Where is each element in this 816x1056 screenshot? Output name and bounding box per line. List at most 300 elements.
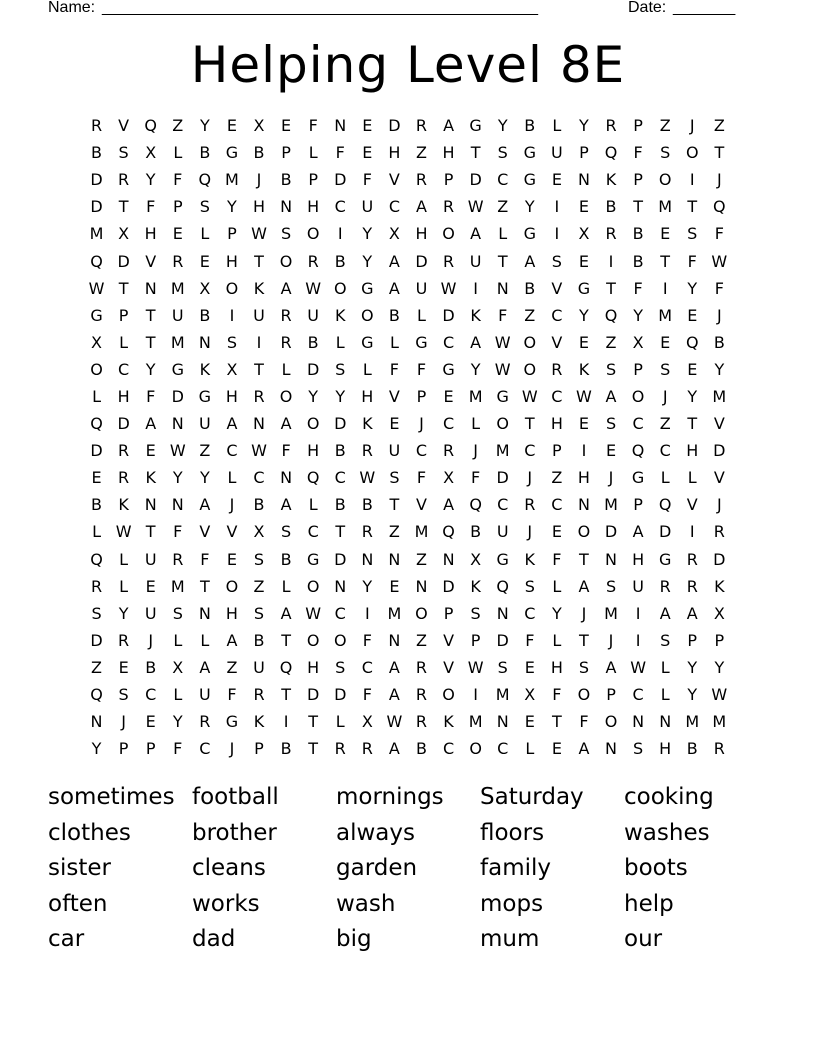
grid-letter: T <box>308 712 319 732</box>
grid-letter: K <box>578 359 590 379</box>
grid-letter: B <box>361 495 373 515</box>
grid-letter: C <box>388 197 400 217</box>
grid-letter: Z <box>172 116 184 136</box>
grid-letter: O <box>306 576 320 596</box>
grid-letter: L <box>119 332 129 352</box>
grid-letter: C <box>334 603 346 623</box>
grid-letter: Y <box>362 224 373 244</box>
grid-letter: O <box>442 224 455 244</box>
grid-letter: P <box>714 630 725 650</box>
grid-letter: H <box>550 657 563 677</box>
grid-letter: A <box>280 278 292 298</box>
grid-letter: Q <box>442 522 455 542</box>
grid-letter: P <box>687 630 698 650</box>
grid-letter: C <box>334 468 346 488</box>
header <box>48 0 748 18</box>
grid-letter: B <box>334 441 346 461</box>
grid-letter: J <box>527 522 533 542</box>
grid-letter: N <box>605 549 617 569</box>
grid-letter: S <box>335 657 346 677</box>
grid-letter: O <box>442 685 455 705</box>
grid-letter: R <box>686 576 698 596</box>
word-list-item: wash <box>336 890 396 917</box>
grid-letter: J <box>419 414 424 434</box>
grid-letter: A <box>605 657 617 677</box>
grid-letter: S <box>281 224 292 244</box>
grid-letter: O <box>631 386 645 406</box>
grid-letter: G <box>469 116 482 136</box>
grid-row <box>83 410 733 437</box>
grid-letter: E <box>687 305 698 325</box>
grid-letter: W <box>711 685 728 705</box>
grid-letter: P <box>579 143 589 163</box>
grid-letter: B <box>307 332 319 352</box>
grid-letter: N <box>198 332 211 352</box>
grid-letter: F <box>471 468 481 488</box>
grid-letter: M <box>604 603 618 623</box>
grid-letter: N <box>361 549 374 569</box>
grid-letter: A <box>388 278 400 298</box>
grid-letter: B <box>388 305 400 325</box>
grid-letter: L <box>173 685 183 705</box>
grid-letter: Y <box>308 386 319 406</box>
grid-letter: L <box>200 630 210 650</box>
grid-letter: N <box>144 278 157 298</box>
grid-letter: J <box>256 170 262 190</box>
grid-letter: H <box>632 549 645 569</box>
grid-letter: G <box>225 143 239 163</box>
grid-row <box>83 437 733 464</box>
grid-letter: N <box>388 549 401 569</box>
grid-letter: A <box>659 603 671 623</box>
grid-letter: H <box>307 657 320 677</box>
grid-letter: G <box>496 386 509 406</box>
grid-letter: F <box>525 630 535 650</box>
grid-letter: K <box>362 414 373 434</box>
grid-letter: B <box>91 143 103 163</box>
grid-letter: M <box>414 522 429 542</box>
grid-row <box>83 166 733 193</box>
grid-letter: Q <box>604 305 618 325</box>
grid-letter: J <box>716 495 722 515</box>
grid-letter: F <box>200 549 210 569</box>
word-list-item: cleans <box>192 855 266 881</box>
grid-letter: H <box>225 603 238 623</box>
grid-letter: O <box>577 522 591 542</box>
grid-letter: S <box>660 359 671 379</box>
grid-letter: W <box>521 386 538 406</box>
grid-letter: Y <box>687 685 698 705</box>
grid-letter: I <box>554 197 560 217</box>
grid-letter: M <box>712 386 727 406</box>
grid-letter: X <box>172 657 184 677</box>
grid-letter: D <box>307 685 320 705</box>
word-list-item: works <box>192 890 260 917</box>
grid-letter: R <box>334 739 346 759</box>
word-list-item: sister <box>48 855 111 881</box>
grid-letter: L <box>389 332 399 352</box>
grid-letter: M <box>685 712 700 732</box>
grid-letter: D <box>90 197 103 217</box>
grid-letter: G <box>198 386 212 406</box>
date-label: Date: <box>628 0 667 16</box>
grid-letter: S <box>226 332 237 352</box>
grid-letter: N <box>280 197 293 217</box>
grid-letter: P <box>633 170 643 190</box>
grid-letter: S <box>633 739 644 759</box>
word-list-item: washes <box>624 819 710 846</box>
grid-letter: U <box>198 685 211 705</box>
grid-letter: C <box>632 414 644 434</box>
grid-letter: V <box>686 495 698 515</box>
grid-letter: A <box>632 522 644 542</box>
grid-letter: A <box>416 197 427 217</box>
grid-letter: C <box>415 441 428 461</box>
grid-letter: E <box>145 576 156 596</box>
grid-letter: A <box>145 414 157 434</box>
grid-letter: E <box>199 251 210 271</box>
word-list-item: dad <box>192 926 236 952</box>
grid-letter: A <box>199 657 211 677</box>
grid-letter: D <box>713 441 726 461</box>
grid-letter: F <box>173 739 183 759</box>
grid-letter: A <box>388 657 400 677</box>
grid-letter: O <box>577 685 591 705</box>
grid-letter: P <box>633 495 643 515</box>
grid-letter: Z <box>415 630 427 650</box>
grid-letter: S <box>281 522 292 542</box>
grid-letter: N <box>198 603 211 623</box>
grid-letter: C <box>524 603 536 623</box>
grid-letter: B <box>334 251 346 271</box>
grid-letter: Y <box>91 739 102 759</box>
grid-letter: D <box>117 251 130 271</box>
grid-letter: J <box>581 603 587 623</box>
grid-letter: N <box>442 549 455 569</box>
grid-letter: M <box>468 712 483 732</box>
grid-letter: H <box>225 251 238 271</box>
grid-letter: W <box>467 657 484 677</box>
grid-letter: Y <box>551 603 562 623</box>
grid-letter: A <box>470 332 482 352</box>
grid-letter: L <box>552 630 562 650</box>
grid-letter: R <box>280 305 292 325</box>
grid-letter: T <box>199 576 210 596</box>
grid-letter: Z <box>199 441 211 461</box>
grid-letter: P <box>254 739 264 759</box>
grid-letter: S <box>605 576 617 596</box>
grid-row <box>83 464 733 491</box>
grid-letter: O <box>415 603 428 623</box>
grid-row <box>83 112 733 139</box>
grid-letter: B <box>199 143 211 163</box>
grid-letter: S <box>497 143 508 163</box>
grid-letter: M <box>604 495 618 515</box>
grid-letter: R <box>361 522 373 542</box>
grid-letter: G <box>361 278 374 298</box>
grid-letter: V <box>443 630 455 650</box>
grid-letter: E <box>524 657 535 677</box>
grid-letter: L <box>281 576 291 596</box>
grid-letter: B <box>415 739 427 759</box>
grid-letter: K <box>199 359 211 379</box>
grid-letter: R <box>415 657 428 677</box>
grid-letter: P <box>172 197 183 217</box>
grid-letter: H <box>117 386 130 406</box>
grid-letter: P <box>552 441 562 461</box>
grid-letter: A <box>226 630 238 650</box>
grid-letter: Y <box>227 197 237 217</box>
grid-letter: H <box>415 224 428 244</box>
grid-letter: N <box>496 278 509 298</box>
grid-letter: J <box>608 468 614 488</box>
grid-letter: C <box>199 739 211 759</box>
grid-letter: S <box>605 359 617 379</box>
grid-letter: T <box>470 143 481 163</box>
grid-letter: U <box>144 603 157 623</box>
grid-letter: L <box>92 386 101 406</box>
grid-letter: R <box>172 549 184 569</box>
grid-letter: S <box>253 549 265 569</box>
word-list-item: always <box>336 819 415 846</box>
grid-row <box>83 573 733 600</box>
grid-letter: F <box>416 468 427 488</box>
grid-letter: H <box>442 143 455 163</box>
grid-letter: Y <box>362 576 373 596</box>
grid-letter: S <box>335 359 346 379</box>
grid-letter: R <box>253 685 265 705</box>
grid-letter: C <box>442 414 455 434</box>
grid-letter: R <box>686 549 698 569</box>
grid-letter: N <box>90 712 103 732</box>
grid-letter: F <box>335 143 345 163</box>
grid-letter: Q <box>144 116 157 136</box>
grid-letter: D <box>442 305 455 325</box>
grid-letter: S <box>118 685 129 705</box>
grid-letter: L <box>200 224 210 244</box>
grid-letter: S <box>660 630 671 650</box>
grid-letter: C <box>334 197 346 217</box>
grid-letter: X <box>253 522 265 542</box>
word-list-item: big <box>336 926 372 952</box>
grid-letter: Q <box>279 657 293 677</box>
grid-letter: F <box>146 197 156 217</box>
grid-letter: H <box>550 414 563 434</box>
grid-letter: B <box>280 549 292 569</box>
grid-row <box>83 139 733 166</box>
grid-letter: Z <box>713 116 725 136</box>
grid-letter: L <box>119 576 129 596</box>
grid-letter: K <box>118 495 129 515</box>
grid-letter: V <box>118 116 130 136</box>
word-list-item: cooking <box>624 784 714 810</box>
grid-letter: Y <box>335 386 346 406</box>
grid-letter: D <box>496 630 509 650</box>
grid-row <box>83 681 733 708</box>
grid-letter: I <box>473 278 478 298</box>
grid-letter: F <box>416 359 427 379</box>
grid-letter: I <box>635 603 641 623</box>
grid-letter: P <box>118 305 129 325</box>
grid-letter: R <box>361 739 373 759</box>
grid-letter: U <box>496 522 509 542</box>
grid-letter: Y <box>145 170 156 190</box>
grid-letter: B <box>145 657 157 677</box>
grid-letter: F <box>173 170 183 190</box>
grid-letter: C <box>118 359 130 379</box>
grid-letter: B <box>280 739 292 759</box>
grid-letter: W <box>467 197 484 217</box>
grid-letter: R <box>118 630 130 650</box>
grid-letter: Q <box>90 549 103 569</box>
grid-letter: A <box>578 739 590 759</box>
grid-letter: T <box>281 685 291 705</box>
grid-letter: S <box>118 143 129 163</box>
grid-letter: W <box>251 224 267 244</box>
grid-letter: T <box>524 414 535 434</box>
grid-letter: E <box>443 386 454 406</box>
grid-letter: W <box>251 441 267 461</box>
grid-letter: E <box>551 739 562 759</box>
grid-letter: O <box>685 143 699 163</box>
grid-letter: F <box>362 630 372 650</box>
word-list-item: brother <box>192 819 277 846</box>
grid-letter: C <box>253 468 265 488</box>
grid-letter: I <box>662 278 668 298</box>
grid-letter: O <box>523 359 537 379</box>
grid-row <box>83 356 733 383</box>
grid-row <box>83 735 733 762</box>
grid-letter: C <box>497 739 509 759</box>
grid-letter: T <box>254 359 264 379</box>
grid-letter: T <box>633 197 643 217</box>
grid-letter: M <box>712 712 727 732</box>
grid-letter: S <box>389 468 400 488</box>
grid-letter: C <box>226 441 238 461</box>
grid-letter: T <box>687 414 698 434</box>
grid-letter: N <box>253 414 265 434</box>
grid-letter: T <box>118 197 129 217</box>
grid-letter: E <box>605 441 617 461</box>
grid-letter: L <box>362 359 372 379</box>
grid-letter: E <box>578 197 589 217</box>
grid-letter: Z <box>497 197 509 217</box>
grid-letter: M <box>170 576 185 596</box>
grid-row <box>83 627 733 654</box>
grid-letter: J <box>716 170 722 190</box>
grid-letter: G <box>577 278 591 298</box>
grid-letter: X <box>524 685 536 705</box>
grid-letter: R <box>442 441 455 461</box>
grid-letter: R <box>415 116 428 136</box>
grid-letter: G <box>496 549 509 569</box>
word-list-item: sometimes <box>48 784 175 810</box>
grid-letter: V <box>443 657 455 677</box>
grid-letter: U <box>469 251 482 271</box>
word-list-item: football <box>192 784 279 810</box>
grid-letter: A <box>443 116 455 136</box>
grid-letter: T <box>389 495 400 515</box>
grid-letter: O <box>225 576 239 596</box>
grid-letter: D <box>90 630 103 650</box>
word-list-item: car <box>48 926 85 952</box>
grid-letter: V <box>713 468 725 488</box>
grid-letter: J <box>527 468 533 488</box>
grid-letter: X <box>470 549 482 569</box>
grid-letter: J <box>473 441 478 461</box>
grid-letter: J <box>662 386 668 406</box>
word-list-item: often <box>48 890 108 917</box>
grid-letter: X <box>443 468 455 488</box>
grid-letter: F <box>362 170 372 190</box>
grid-letter: S <box>253 603 265 623</box>
grid-letter: P <box>470 630 481 650</box>
grid-letter: S <box>687 224 698 244</box>
grid-letter: N <box>280 468 293 488</box>
grid-letter: D <box>713 549 726 569</box>
grid-row <box>83 600 733 627</box>
grid-letter: G <box>415 332 428 352</box>
grid-letter: Y <box>470 359 481 379</box>
grid-letter: A <box>524 251 536 271</box>
grid-letter: L <box>660 468 670 488</box>
date-blank-line: _______ <box>673 0 736 16</box>
grid-letter: U <box>144 549 157 569</box>
grid-letter: G <box>171 359 184 379</box>
grid-letter: O <box>361 305 374 325</box>
grid-letter: V <box>388 170 400 190</box>
grid-letter: R <box>280 332 292 352</box>
grid-letter: G <box>523 170 536 190</box>
grid-letter: P <box>606 685 616 705</box>
grid-letter: Z <box>551 468 563 488</box>
grid-letter: L <box>173 630 183 650</box>
grid-letter: H <box>252 197 266 217</box>
grid-row <box>83 220 733 247</box>
grid-letter: X <box>632 332 644 352</box>
grid-letter: M <box>495 685 510 705</box>
grid-letter: J <box>608 630 614 650</box>
word-list-item: Saturday <box>480 784 584 810</box>
grid-letter: L <box>525 739 535 759</box>
grid-row <box>83 518 733 545</box>
grid-letter: L <box>498 224 508 244</box>
grid-letter: C <box>307 522 319 542</box>
grid-letter: E <box>226 549 237 569</box>
grid-letter: R <box>442 251 455 271</box>
grid-letter: R <box>199 712 211 732</box>
grid-letter: T <box>335 522 346 542</box>
grid-letter: K <box>145 468 156 488</box>
grid-letter: T <box>714 143 725 163</box>
grid-letter: Y <box>199 468 210 488</box>
grid-letter: J <box>229 495 235 515</box>
grid-letter: D <box>334 170 347 190</box>
grid-letter: S <box>91 603 102 623</box>
grid-letter: O <box>333 278 347 298</box>
grid-letter: N <box>415 576 428 596</box>
grid-letter: I <box>635 630 641 650</box>
grid-letter: Z <box>226 657 238 677</box>
grid-letter: G <box>90 305 103 325</box>
grid-letter: L <box>471 414 481 434</box>
grid-letter: S <box>524 576 535 596</box>
grid-letter: W <box>115 522 132 542</box>
grid-letter: H <box>577 468 590 488</box>
grid-letter: O <box>333 630 347 650</box>
grid-letter: B <box>334 495 346 515</box>
grid-letter: B <box>524 278 536 298</box>
